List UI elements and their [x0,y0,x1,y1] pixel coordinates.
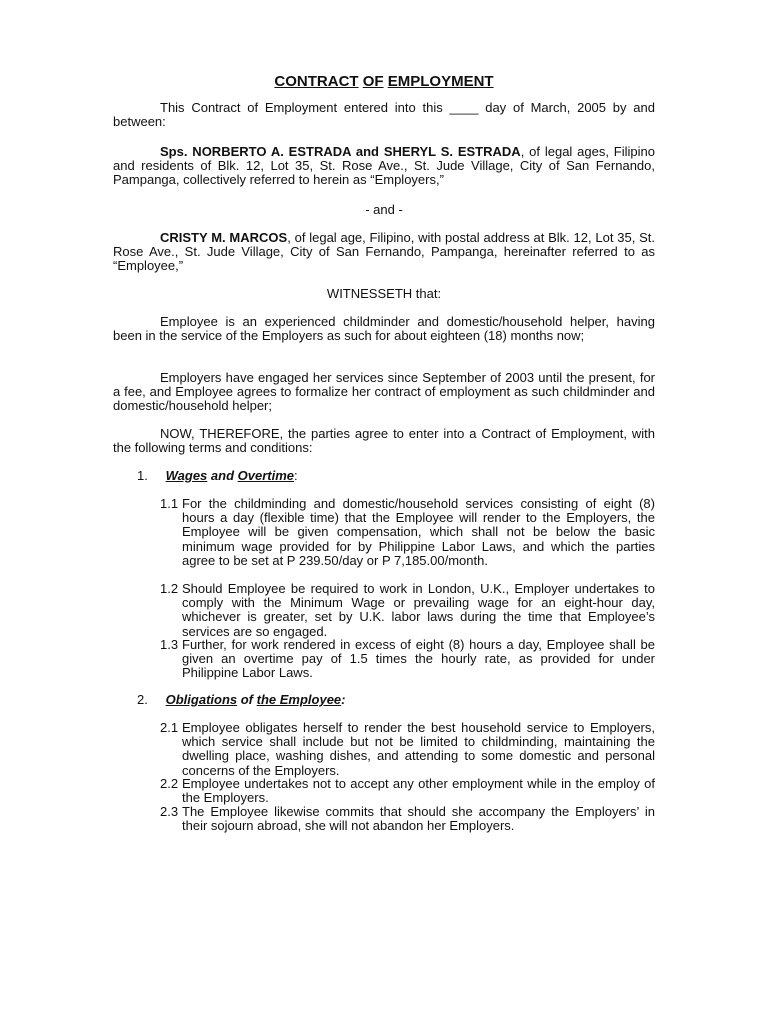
clause-text: Further, for work rendered in excess of eight (8) hours a day, Employee shall be given an overtime pay of 1.5 times the hourly rate, as provided for under Philippine Labor Laws. [182,637,655,681]
clause-item [160,721,655,778]
clause-item [160,582,655,639]
clause-text: Should Employee be required to work in London, U.K., Employer undertakes to comply with the Minimum Wage or prevailing wage for an eight-hour day, whichever is greater, set by U.K. labor laws during the time that Employee’s services are so engaged. [182,581,655,639]
clause-text: The Employee likewise commits that should she accompany the Employers’ in their sojourn abroad, she will not abandon her Employers. [182,804,655,834]
recital-paragraph: NOW, THEREFORE, the parties agree to enter into a Contract of Employment, with the following terms and conditions: [113,426,655,456]
clause-number: 2.1 [160,720,179,735]
heading-word: of [237,692,257,707]
heading-word: and [207,468,238,483]
witnesseth-line: WITNESSETH that: [326,286,442,301]
clause-number: 2.2 [160,776,179,791]
employers-names: Sps. NORBERTO A. ESTRADA and SHERYL S. ESTRADA [160,144,521,159]
document-title [0,73,768,91]
section-title [166,468,294,483]
heading-word: Overtime [237,468,295,483]
recital-paragraph: Employers have engaged her services since September of 2003 until the present, for a fee, and Employee agrees to formalize her contract of employment as such childminder and domestic/household helper; [113,370,655,414]
employers-details: , of legal ages, Filipino and residents of Blk. 12, Lot 35, St. Rose Ave., St. Jude Village, City of San Fernando, Pampanga, collectively referred to herein as “Employers,” [113,144,655,188]
clause-text: For the childminding and domestic/household services consisting of eight (8) hours a day (flexible time) that the Employee will render to the Employers, the Employee will be given compensation, which shall not be below the basic minimum wage provided for by Philippine Labor Laws, and which the parties agree to be set at P 239.50/day or P 7,185.00/month. [182,496,655,568]
heading-word: Wages [165,468,208,483]
recital-paragraph: Employee is an experienced childminder and domestic/household helper, having been in the service of the Employers as such for about eighteen (18) months now; [113,314,655,344]
title-word-employment: EMPLOYMENT [387,73,494,90]
employee-paragraph [113,231,655,274]
heading-word: Employee [276,692,342,707]
title-word-contract: CONTRACT [274,73,359,90]
and-separator: - and - [365,202,403,217]
clause-number: 1.2 [160,581,179,596]
clause-text: Employee undertakes not to accept any other employment while in the employ of the Employers. [182,776,655,806]
clause-number: 1.1 [160,496,179,511]
clause-number: 1.3 [160,637,179,652]
clause-text: Employee obligates herself to render the best household service to Employers, which service shall include but not be limited to childminding, maintaining the dwelling place, washing dishes, and attending to some domestic and personal concerns of the Employers. [182,720,655,778]
heading-word: the [256,692,277,707]
heading-word: Obligations [165,692,238,707]
section-number: 2. [137,692,148,707]
section-number: 1. [137,468,148,483]
section-heading [137,693,657,707]
clause-item [160,805,655,833]
section-heading [137,469,657,483]
employee-name: CRISTY M. MARCOS [160,230,288,245]
section-title [166,692,346,707]
employee-details: , of legal age, Filipino, with postal address at Blk. 12, Lot 35, St. Rose Ave., St. Jude Village, City of San Fernando, Pampanga, hereinafter referred to as “Employee,” [113,230,655,274]
heading-colon: : [294,468,298,483]
clause-item [160,638,655,681]
heading-colon: : [341,692,346,707]
title-word-of: OF [362,73,384,90]
intro-paragraph: This Contract of Employment entered into this ____ day of March, 2005 by and between: [113,100,655,130]
clause-number: 2.3 [160,804,179,819]
clause-item [160,777,655,805]
clause-item [160,497,655,568]
employers-paragraph [113,145,655,188]
